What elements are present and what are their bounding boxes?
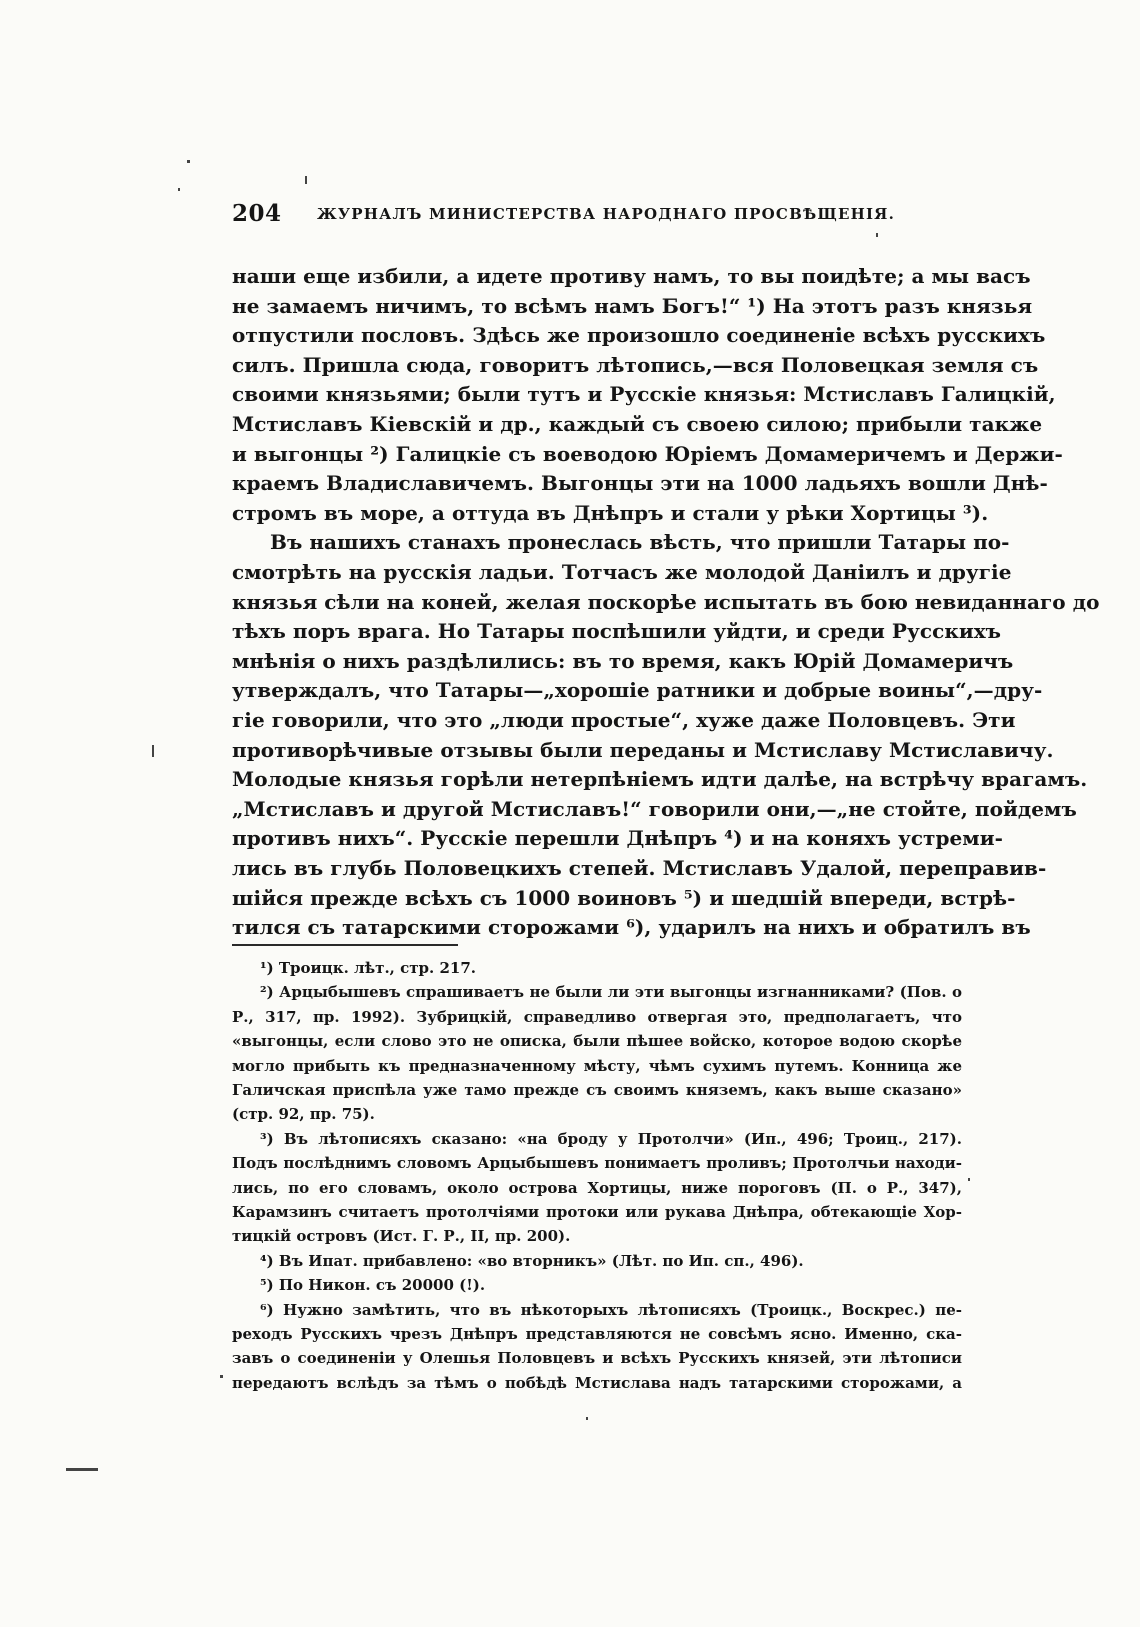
text-line: своими князьями; были тутъ и Русскіе князья: Мстиславъ Галицкій, [232, 382, 1056, 407]
text-line: лись въ глубь Половецкихъ степей. Мстиславъ Удалой, переправив- [232, 856, 1047, 880]
text-line: смотрѣть на русскія ладьи. Тотчасъ же молодой Даніилъ и другіе [232, 560, 1012, 584]
text-line: утверждалъ, что Татары—„хорошіе ратники и добрые воины“,—дру- [232, 678, 1043, 703]
footnote-line: Карамзинъ считаетъ протолчіями протоки или рукава Днѣпра, обтекающіе Хор- [232, 1203, 962, 1221]
text-line: шійся прежде всѣхъ съ 1000 воиновъ ⁵) и шедшій впереди, встрѣ- [232, 885, 1016, 910]
text-line: гіе говорили, что это „люди простые“, хуже даже Половцевъ. Эти [232, 708, 1016, 732]
footnote-line: ²) Арцыбышевъ спрашиваетъ не были ли эти выгонцы изгнанниками? (Пов. о [260, 983, 962, 1002]
text-line: князья сѣли на коней, желая поскорѣе испытать въ бою невиданнаго до [232, 589, 1100, 614]
footnote-line: передаютъ вслѣдъ за тѣмъ о побѣдѣ Мстислава надъ татарскими сторожами, а [232, 1373, 962, 1392]
main-text-block [232, 261, 1100, 941]
footnote-line: «выгонцы, если слово это не описка, были пѣшее войско, которое водою скорѣе [232, 1032, 962, 1051]
text-line: тился съ татарскими сторожами ⁶), ударилъ на нихъ и обратилъ въ [232, 915, 1031, 940]
text-line: противъ нихъ“. Русскіе перешли Днѣпръ ⁴) и на коняхъ устреми- [232, 826, 1003, 851]
scan-speck [876, 233, 878, 237]
footnote-line: могло прибыть къ предназначенному мѣсту, чѣмъ сухимъ путемъ. Конница же [232, 1056, 962, 1075]
scan-speck [220, 1375, 223, 1378]
scan-speck [187, 160, 190, 163]
text-line: отпустили пословъ. Здѣсь же произошло соединеніе всѣхъ русскихъ [232, 323, 1046, 348]
footnote-line: завъ о соединеніи у Олешья Половцевъ и всѣхъ Русскихъ князей, эти лѣтописи [232, 1349, 962, 1368]
text-line: Въ нашихъ станахъ пронеслась вѣсть, что пришли Татары по- [270, 530, 1010, 555]
footnote-line: лись, по его словамъ, около острова Хортицы, ниже пороговъ (П. о Р., 347), [232, 1178, 962, 1197]
running-head: ЖУРНАЛЪ МИНИСТЕРСТВА НАРОДНАГО ПРОСВѢЩЕНІЯ. [317, 205, 896, 223]
scan-speck [152, 745, 154, 757]
scan-speck [178, 188, 180, 191]
page-number: 204 [232, 200, 282, 227]
text-line: не замаемъ ничимъ, то всѣмъ намъ Богъ!“ ¹) На этотъ разъ князья [232, 293, 1033, 318]
footnote-line: ⁶) Нужно замѣтить, что въ нѣкоторыхъ лѣтописяхъ (Троицк., Воскрес.) пе- [260, 1300, 962, 1319]
footnote-line: ⁴) Въ Ипат. прибавлено: «во вторникъ» (Лѣт. по Ип. сп., 496). [260, 1251, 804, 1270]
footnote-separator [232, 944, 458, 946]
scan-speck [586, 1417, 588, 1420]
scan-speck [66, 1468, 98, 1471]
footnote-line: ¹) Троицк. лѣт., стр. 217. [260, 959, 477, 977]
text-line: противорѣчивые отзывы были переданы и Мстиславу Мстиславичу. [232, 737, 1054, 762]
footnote-line: ⁵) По Никон. съ 20000 (!). [260, 1276, 486, 1295]
text-line: краемъ Владиславичемъ. Выгонцы эти на 1000 ладьяхъ вошли Днѣ- [232, 471, 1048, 496]
footnote-line: Р., 317, пр. 1992). Зубрицкій, справедливо отвергая это, предполагаетъ, что [232, 1007, 962, 1026]
text-line: и выгонцы ²) Галицкіе съ воеводою Юріемъ Домамеричемъ и Держи- [232, 441, 1063, 466]
footnotes-block [232, 955, 962, 1395]
footnote-line: ³) Въ лѣтописяхъ сказано: «на броду у Протолчи» (Ип., 496; Троиц., 217). [260, 1129, 962, 1148]
text-line: Молодые князья горѣли нетерпѣніемъ идти далѣе, на встрѣчу врагамъ. [232, 767, 1088, 792]
text-line: стромъ въ море, а оттуда въ Днѣпръ и стали у рѣки Хортицы ³). [232, 500, 989, 525]
page-header [232, 200, 962, 240]
text-line: тѣхъ поръ врага. Но Татары поспѣшили уйдти, и среди Русскихъ [232, 619, 1002, 644]
footnote-line: реходъ Русскихъ чрезъ Днѣпръ представляются не совсѣмъ ясно. Именно, ска- [232, 1325, 962, 1343]
text-line: мнѣнія о нихъ раздѣлились: въ то время, какъ Юрій Домамеричъ [232, 648, 1014, 673]
text-line: Мстиславъ Кіевскій и др., каждый съ своею силою; прибыли также [232, 412, 1043, 436]
scan-speck [305, 176, 307, 184]
footnote-line: Галичская приспѣла уже тамо прежде съ своимъ княземъ, какъ выше сказано» [232, 1081, 962, 1099]
footnote-line: тицкій островъ (Ист. Г. Р., II, пр. 200). [232, 1227, 571, 1246]
text-line: силъ. Пришла сюда, говоритъ лѣтопись,—вся Половецкая земля съ [232, 352, 1039, 377]
scan-speck [968, 1178, 970, 1181]
text-line: наши еще избили, а идете противу намъ, то вы поидѣте; а мы васъ [232, 264, 1031, 288]
text-line: „Мстиславъ и другой Мстиславъ!“ говорили они,—„не стойте, пойдемъ [232, 796, 1077, 821]
footnote-line: (стр. 92, пр. 75). [232, 1105, 375, 1124]
footnote-line: Подъ послѣднимъ словомъ Арцыбышевъ понимаетъ проливъ; Протолчьи находи- [232, 1154, 962, 1173]
